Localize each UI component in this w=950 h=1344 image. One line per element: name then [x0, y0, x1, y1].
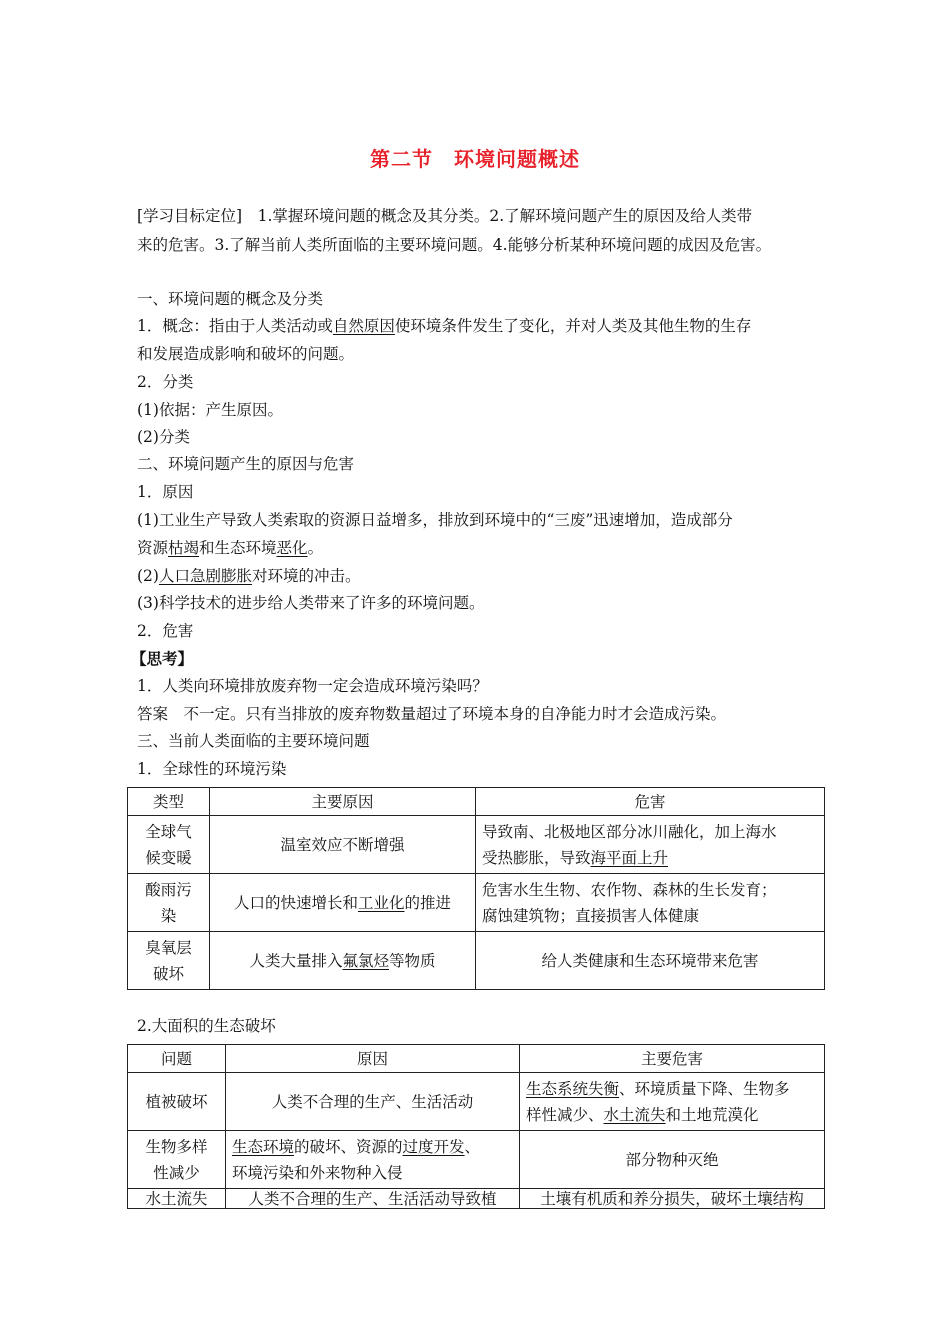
table-header: 危害	[476, 788, 825, 816]
text: 样性减少、	[526, 1105, 604, 1124]
harm-cell	[476, 816, 825, 874]
cause-cell: 人类不合理的生产、生活活动导致植	[226, 1189, 520, 1209]
underline-text: 人口急剧膨胀	[158, 567, 252, 585]
concept-underline: 自然原因	[332, 317, 395, 335]
think-question: 1．人类向环境排放废弃物一定会造成环境污染吗？	[137, 677, 488, 695]
table-row	[128, 816, 825, 874]
text: 和生态环境	[199, 539, 277, 557]
concept-prefix: 1．概念：指由于人类活动或	[137, 317, 333, 335]
text: 性减少	[153, 1163, 200, 1182]
section-3-sub-2: 2.大面积的生态破坏	[137, 1017, 276, 1035]
text: 候变暖	[145, 848, 192, 867]
text: 温室效应不断增强	[280, 835, 405, 854]
underline-text: 生态系统失衡	[526, 1079, 620, 1098]
problem-cell: 植被破坏	[128, 1073, 226, 1131]
text: 染	[160, 906, 177, 925]
text: 危害水生生物、农作物、森林的生长发育；	[482, 880, 777, 899]
text: 全球气	[145, 822, 192, 841]
text: 人口的快速增长和	[233, 893, 358, 912]
section-1-heading: 一、环境问题的概念及分类	[137, 290, 324, 308]
pollution-table	[127, 787, 825, 990]
section-2-heading: 二、环境问题产生的原因与危害	[137, 455, 355, 473]
ecology-table	[127, 1044, 825, 1209]
classify-basis: (1)依据：产生原因。	[137, 401, 283, 419]
cause-cell: 人类不合理的生产、生活活动	[226, 1073, 520, 1131]
underline-text: 枯竭	[168, 539, 200, 557]
harm-cell: 部分物种灭绝	[520, 1131, 825, 1189]
page-title: 第二节 环境问题概述	[370, 147, 580, 171]
cause-2	[137, 566, 361, 586]
section-3-heading: 三、当前人类面临的主要环境问题	[137, 732, 370, 750]
type-cell	[128, 816, 210, 874]
concept-line-1	[137, 316, 751, 336]
text: 受热膨胀，导致	[482, 848, 591, 867]
harm-heading: 2．危害	[137, 622, 194, 640]
classify-sub: (2)分类	[137, 428, 190, 446]
objectives-line-2: 来的危害。3.了解当前人类所面临的主要环境问题。4.能够分析某种环境问题的成因及危害。	[137, 236, 772, 254]
cause-1-line-1: (1)工业生产导致人类索取的资源日益增多，排放到环境中的“三废”迅速增加，造成部分	[137, 511, 733, 529]
concept-suffix: 使环境条件发生了变化，并对人类及其他生物的生存	[394, 317, 752, 335]
table-header: 主要危害	[520, 1045, 825, 1073]
harm-cell	[520, 1073, 825, 1131]
table-header-row	[128, 788, 825, 816]
concept-line-2: 和发展造成影响和破坏的问题。	[137, 345, 355, 363]
table-header: 主要原因	[210, 788, 476, 816]
text: 资源	[137, 539, 169, 557]
harm-cell	[476, 874, 825, 932]
cause-cell	[210, 932, 476, 990]
underline-text: 水土流失	[603, 1105, 666, 1124]
cause-cell	[210, 874, 476, 932]
underline-text: 生态环境	[232, 1137, 295, 1156]
text: 等物质	[389, 951, 436, 970]
type-cell	[128, 932, 210, 990]
text: 环境污染和外来物种入侵	[232, 1163, 403, 1182]
harm-cell: 土壤有机质和养分损失，破坏土壤结构	[520, 1189, 825, 1209]
text: 、环境质量下降、生物多	[619, 1079, 790, 1098]
text: 的推进	[404, 893, 452, 912]
underline-text: 工业化	[357, 893, 405, 912]
text: 生物多样	[145, 1137, 208, 1156]
text: 破坏	[152, 964, 184, 983]
text: 臭氧层	[145, 938, 192, 957]
underline-text: 海平面上升	[590, 848, 669, 867]
table-header-row	[128, 1045, 825, 1073]
section-3-sub-1: 1．全球性的环境污染	[137, 760, 287, 778]
text: 和土地荒漠化	[665, 1105, 759, 1124]
table-row	[128, 1073, 825, 1131]
table-header: 问题	[128, 1045, 226, 1073]
text: 、	[464, 1137, 481, 1156]
underline-text: 恶化	[276, 539, 308, 557]
text: 对环境的冲击。	[251, 567, 361, 585]
problem-cell	[128, 1131, 226, 1189]
table-row	[128, 1189, 825, 1209]
text: 腐蚀建筑物；直接损害人体健康	[482, 906, 700, 925]
classify-heading: 2．分类	[137, 373, 194, 391]
table-header: 类型	[128, 788, 210, 816]
text: 酸雨污	[145, 880, 192, 899]
cause-3: (3)科学技术的进步给人类带来了许多的环境问题。	[137, 594, 485, 612]
text: 给人类健康和生态环境带来危害	[541, 951, 759, 970]
cause-1-line-2	[137, 538, 323, 558]
cause-cell	[226, 1131, 520, 1189]
table-row	[128, 874, 825, 932]
underline-text: 氟氯烃	[342, 951, 389, 970]
think-heading: 【思考】	[131, 650, 194, 668]
text: 导致南、北极地区部分冰川融化，加上海水	[482, 822, 777, 841]
problem-cell: 水土流失	[128, 1189, 226, 1209]
think-answer: 答案 不一定。只有当排放的废弃物数量超过了环境本身的自净能力时才会造成污染。	[137, 705, 727, 723]
text: 的破坏、资源的	[294, 1137, 403, 1156]
text: (2)	[137, 567, 159, 585]
text: 人类大量排入	[249, 951, 343, 970]
harm-cell	[476, 932, 825, 990]
table-row	[128, 932, 825, 990]
underline-text: 过度开发	[402, 1137, 465, 1156]
type-cell	[128, 874, 210, 932]
cause-cell	[210, 816, 476, 874]
table-header: 原因	[226, 1045, 520, 1073]
text: 。	[307, 539, 324, 557]
cause-heading: 1．原因	[137, 483, 194, 501]
table-row	[128, 1131, 825, 1189]
objectives-line-1: [学习目标定位] 1.掌握环境问题的概念及其分类。2.了解环境问题产生的原因及给人类带	[137, 207, 753, 225]
